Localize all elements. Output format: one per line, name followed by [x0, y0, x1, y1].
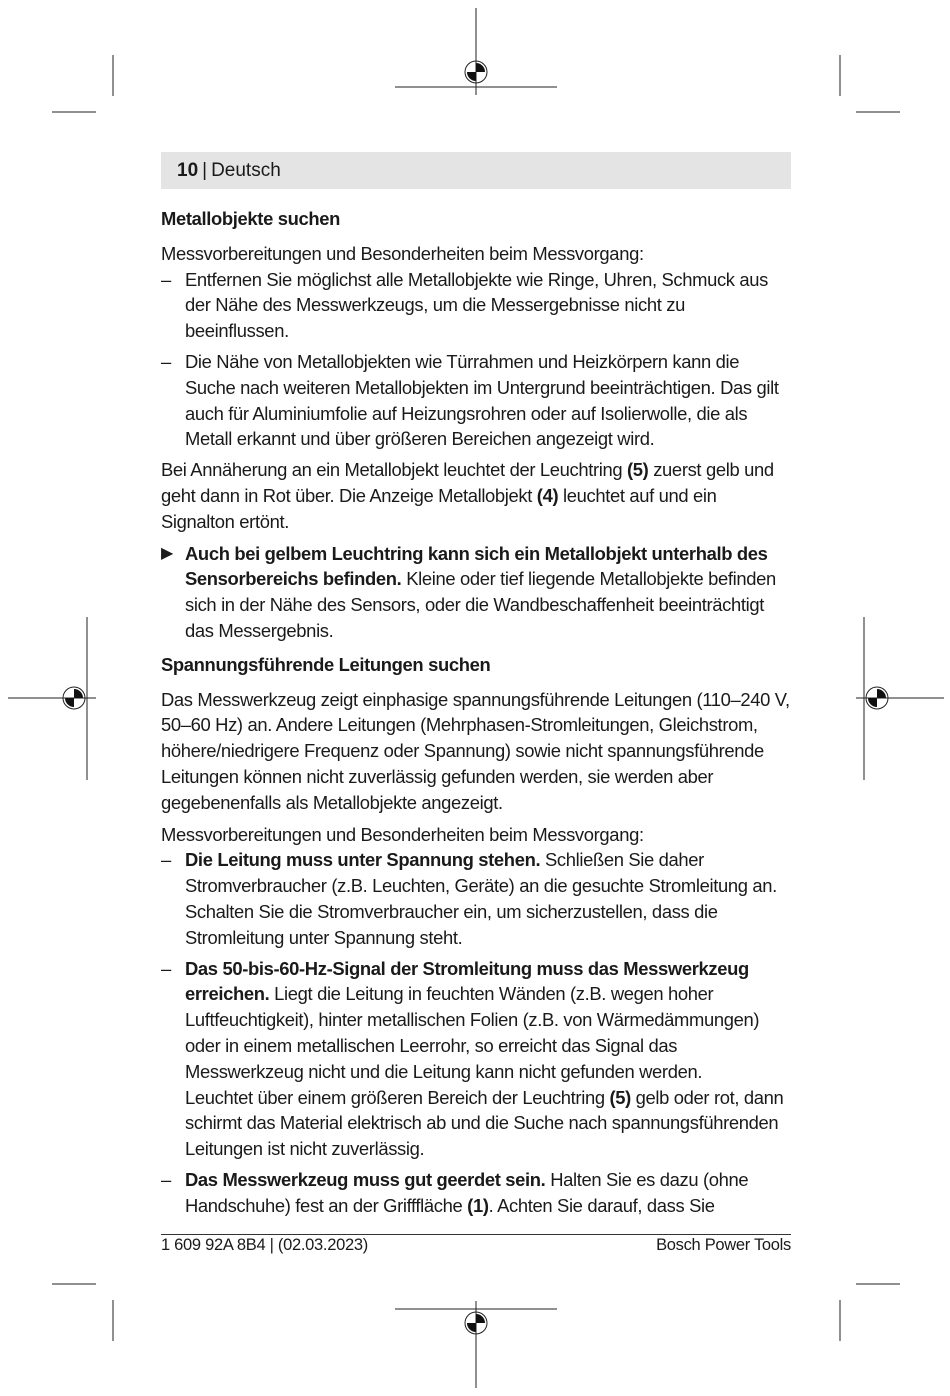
paragraph-text: Bei Annäherung an ein Metallobjekt leuchtet der Leuchtring: [161, 459, 628, 481]
reference-5: (5): [627, 459, 649, 481]
paragraph-text: zuerst gelb und geht dann in Rot über. Die Anzeige Metallobjekt: [161, 459, 774, 506]
section2-bullet-list: [161, 847, 793, 1218]
page-number: 10: [177, 159, 199, 181]
heading-live-wires: Spannungsführende Leitungen suchen: [161, 653, 491, 675]
warning-note: [161, 541, 793, 644]
list-item-bold: Die Leitung muss unter Spannung stehen.: [185, 849, 541, 871]
heading-metal-objects: Metallobjekte suchen: [161, 208, 340, 229]
list-item-text: Liegt die Leitung in feuchten Wänden (z.B. wegen hoher Luftfeuchtigkeit), hinter metallischen Folien (z.B. von Wärmedämmungen) oder in einem metallischen Leerrohr, so erreicht das Signal das Messwerkzeug nicht und die Leitung kann nicht gefunden werden.: [185, 983, 760, 1082]
header-separator: |: [202, 159, 208, 181]
list-item-bold: Das Messwerkzeug muss gut geerdet sein.: [185, 1168, 546, 1190]
header-language: Deutsch: [211, 159, 281, 181]
page-header: [161, 152, 791, 189]
dash-marker: –: [161, 1168, 171, 1190]
list-item-text: . Achten Sie darauf, dass Sie: [488, 1194, 715, 1216]
section2-intro: Messvorbereitungen und Besonderheiten beim Messvorgang:: [161, 823, 644, 845]
warning-text: Kleine oder tief liegende Metallobjekte befinden sich in der Nähe des Sensors, oder die Wandbeschaffenheit beeinträchtigt das Messergebnis.: [185, 568, 776, 641]
list-item-text: gelb oder rot, dann schirmt das Material elektrisch ab und die Suche nach spannungsführenden Leitungen ist nicht zuverlässig.: [185, 1086, 784, 1160]
page-content: [161, 206, 793, 1223]
paragraph-text: leuchtet auf und ein Signalton ertönt.: [161, 484, 717, 532]
footer-rule: [161, 1234, 791, 1235]
triangle-bullet-icon: ▶: [161, 544, 173, 562]
section1-intro: Messvorbereitungen und Besonderheiten beim Messvorgang:: [161, 242, 644, 264]
list-item-text: Leuchtet über einem größeren Bereich der Leuchtring: [185, 1086, 610, 1108]
list-item-text: Entfernen Sie möglichst alle Metallobjekte wie Ringe, Uhren, Schmuck aus der Nähe des Messwerkzeugs, um die Messergebnisse nicht zu beeinflussen.: [185, 268, 769, 342]
page-footer: [161, 1236, 791, 1255]
section2-paragraph: Das Messwerkzeug zeigt einphasige spannungsführende Leitungen (110–240 V, 50–60 Hz) an. Andere Leitungen (Mehrphasen-Stromleitungen, Gleichstrom, höhere/niedrigere Frequenz oder Spannung) sowie nicht spannungsführende Leitungen können nicht zuverlässig gefunden werden, sie werden aber gegebenenfalls als Metallobjekte angezeigt.: [161, 688, 790, 813]
list-item-text: Schließen Sie daher Stromverbraucher (z.B. Leuchten, Geräte) an die gesuchte Stromleitung an. Schalten Sie die Stromverbraucher ein, um sicherzustellen, dass die Stromleitung unter Spannung steht.: [185, 849, 777, 948]
list-item: [161, 349, 793, 452]
dash-marker: –: [161, 957, 171, 979]
reference-4: (4): [536, 484, 559, 506]
section1-bullet-list: [161, 267, 793, 453]
reference-1: (1): [467, 1194, 489, 1216]
dash-marker: –: [161, 268, 171, 290]
list-item: [161, 956, 793, 1162]
reference-5: (5): [609, 1086, 631, 1108]
dash-marker: –: [161, 350, 171, 372]
list-item-text: Die Nähe von Metallobjekten wie Türrahmen und Heizkörpern kann die Suche nach weiteren Metallobjekten im Untergrund beeinträchtigen. Das gilt auch für Aluminiumfolie auf Heizungsrohren oder auf Isolierwolle, die als Metall erkannt und über größeren Bereichen angezeigt wird.: [185, 350, 779, 450]
list-item: [161, 1167, 793, 1219]
footer-brand: Bosch Power Tools: [656, 1236, 791, 1254]
section1-paragraph: [161, 457, 793, 534]
list-item: [161, 847, 793, 950]
list-item: [161, 267, 793, 344]
footer-doc-id: 1 609 92A 8B4 | (02.03.2023): [161, 1236, 368, 1254]
list-item-text: Halten Sie es dazu (ohne Handschuhe) fest an der Grifffläche: [185, 1168, 749, 1216]
dash-marker: –: [161, 849, 171, 871]
warning-bold-text: Auch bei gelbem Leuchtring kann sich ein Metallobjekt unterhalb des Sensorbereichs befinden.: [185, 542, 768, 590]
list-item-bold: Das 50-bis-60-Hz-Signal der Stromleitung muss das Messwerkzeug erreichen.: [185, 957, 749, 1005]
